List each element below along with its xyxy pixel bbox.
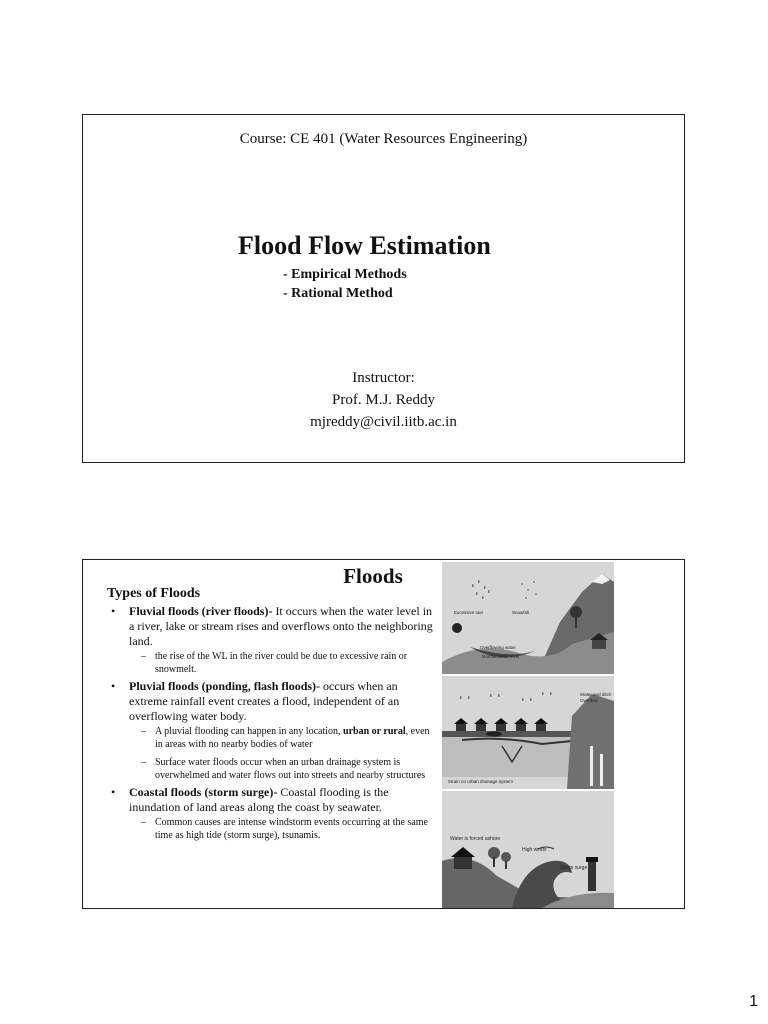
label-strain: Strain on urban drainage system (448, 779, 514, 784)
sub-text: , even in areas with no nearby bodies of water (155, 726, 430, 750)
floods-slide (82, 559, 685, 909)
label-overflowing-water: Overflowing water (480, 645, 517, 650)
car-icon (486, 732, 502, 737)
sub-bold: urban or rural (343, 726, 406, 737)
instructor-block (83, 367, 684, 433)
instructor-email: mjreddy@civil.iitb.ac.in (310, 414, 457, 430)
subtitle-empirical: - Empirical Methods (283, 267, 407, 282)
bullet-fluvial (107, 604, 439, 649)
pluvial-flood-illustration (442, 676, 614, 789)
bullet-coastal (107, 785, 439, 815)
bullet-pluvial (107, 679, 439, 724)
label-snowfall: Snowfall (512, 610, 530, 615)
fluvial-flood-illustration (442, 562, 614, 674)
label-overflow: Overflow (580, 698, 598, 703)
term-pluvial: Pluvial floods (ponding, flash floods)- (129, 679, 321, 693)
sub-text: A pluvial flooding can happen in any location, (155, 726, 344, 737)
text-fluvial: It occurs when the water level in a river, lake or stream rises and overflows onto the neighboring land. (129, 604, 433, 648)
term-coastal: Coastal floods (storm surge)- (129, 785, 278, 799)
label-storm-surge: Storm surge (560, 865, 588, 871)
slide-title: Floods (343, 564, 403, 588)
rain-drops-icon (472, 580, 490, 599)
rain-drops-icon (460, 692, 552, 701)
slide-title: Flood Flow Estimation (238, 231, 491, 260)
instructor-label: Instructor: (352, 370, 415, 386)
sub-bullet-pluvial-1 (107, 726, 439, 751)
trees-icon (488, 847, 511, 869)
subtitle-rational: - Rational Method (283, 286, 393, 301)
sub-bullet-coastal: – Common causes are intense windstorm events occurring at the same time as high tide (storm surge), tsunamis. (107, 817, 439, 842)
text-pluvial: occurs when an extreme rainfall event creates a flood, independent of an overflowing water body. (129, 679, 400, 723)
course-label: Course: CE 401 (Water Resources Engineering) (239, 131, 528, 147)
page-number: 1 (749, 993, 758, 1010)
house-icon (451, 847, 475, 869)
label-excessive-rain: Excessive rain (454, 610, 484, 615)
text-coastal: Coastal flooding is the inundation of land areas along the coast by seawater. (129, 785, 389, 814)
label-normal-water-level: Normal water level (482, 654, 520, 659)
sub-bullet-pluvial-2: – Surface water floods occur when an urban drainage system is overwhelmed and water flows out into streets and nearby structures (107, 757, 439, 782)
instructor-name: Prof. M.J. Reddy (332, 392, 435, 408)
label-water-ditch: Water and ditch (580, 692, 612, 697)
term-fluvial: Fluvial floods (river floods)- (129, 604, 273, 618)
snowflakes-icon (521, 581, 537, 599)
label-water-forced: Water is forced ashore (450, 836, 501, 842)
lighthouse-icon (586, 857, 598, 891)
sun-icon (452, 623, 462, 633)
section-heading: Types of Floods (107, 586, 201, 601)
fluvial-scene (442, 562, 614, 674)
sub-bullet-fluvial: – the rise of the WL in the river could be due to excessive rain or snowmelt. (107, 651, 439, 676)
slide-body (107, 586, 439, 842)
houses-row-icon (454, 718, 548, 731)
title-slide (82, 114, 685, 463)
coastal-flood-illustration (442, 791, 614, 908)
label-high-winds: High winds (522, 847, 547, 853)
